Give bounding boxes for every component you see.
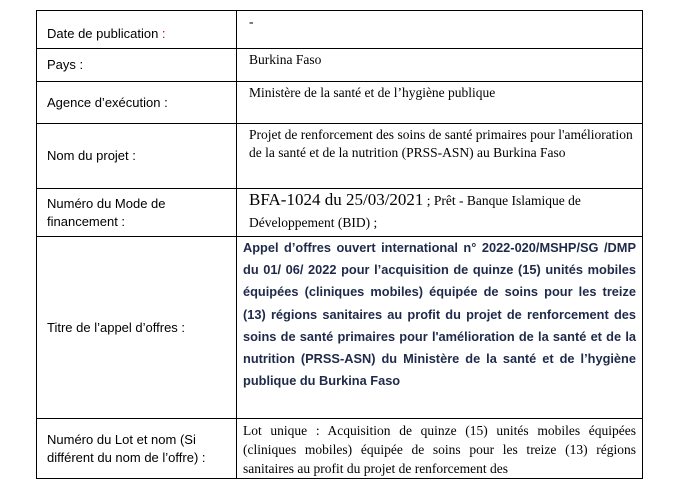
value-nom-projet: Projet de renforcement des soins de santé primaires pour l'amélioration de la santé et de la nutrition (PRSS-ASN) au Burkina Faso <box>237 124 643 189</box>
value-agence: Ministère de la santé et de l’hygiène publique <box>237 82 643 124</box>
label-colon-red: : <box>158 25 166 41</box>
label-date-publication-text: Date de publication <box>47 25 159 41</box>
label-titre-appel: Titre de l’appel d’offres : <box>37 237 237 419</box>
label-nom-projet: Nom du projet : <box>37 124 237 189</box>
row-pays <box>37 49 643 82</box>
row-agence <box>37 82 643 124</box>
tender-notice-table <box>36 10 643 479</box>
value-pays: Burkina Faso <box>237 49 643 82</box>
label-date-publication <box>37 11 237 49</box>
row-nom-projet <box>37 124 643 189</box>
label-pays: Pays : <box>37 49 237 82</box>
label-financement: Numéro du Mode de financement : <box>37 189 237 237</box>
row-titre-appel <box>37 237 643 419</box>
value-date-publication-text: - <box>249 14 254 29</box>
label-lot: Numéro du Lot et nom (Si différent du nom de l’offre) : <box>37 419 237 479</box>
value-financement-number: BFA-1024 du 25/03/2021 <box>249 190 424 209</box>
row-lot <box>37 419 643 479</box>
value-financement <box>237 189 643 237</box>
row-date-publication <box>37 11 643 49</box>
value-titre-appel: Appel d’offres ouvert international n° 2022-020/MSHP/SG /DMP du 01/ 06/ 2022 pour l’acquisition de quinze (15) unités mobiles équipées (cliniques mobiles) équipée de soins pour les treize (13) régions sanitaires au profit du projet de renforcement des soins de santé primaires pour l'amélioration de la santé et de la nutrition (PRSS-ASN) du Ministère de la santé et de l’hygiène publique du Burkina Faso <box>237 237 643 419</box>
row-financement <box>37 189 643 237</box>
value-date-publication <box>237 11 643 49</box>
label-agence: Agence d’exécution : <box>37 82 237 124</box>
value-lot: Lot unique : Acquisition de quinze (15) unités mobiles équipées (cliniques mobiles) équipée de soins pour les treize (13) régions sanitaires au profit du projet de renforcement des <box>237 419 643 479</box>
value-financement-rest: ; Prêt - Banque Islamique de Développement (BID) ; <box>249 193 581 230</box>
